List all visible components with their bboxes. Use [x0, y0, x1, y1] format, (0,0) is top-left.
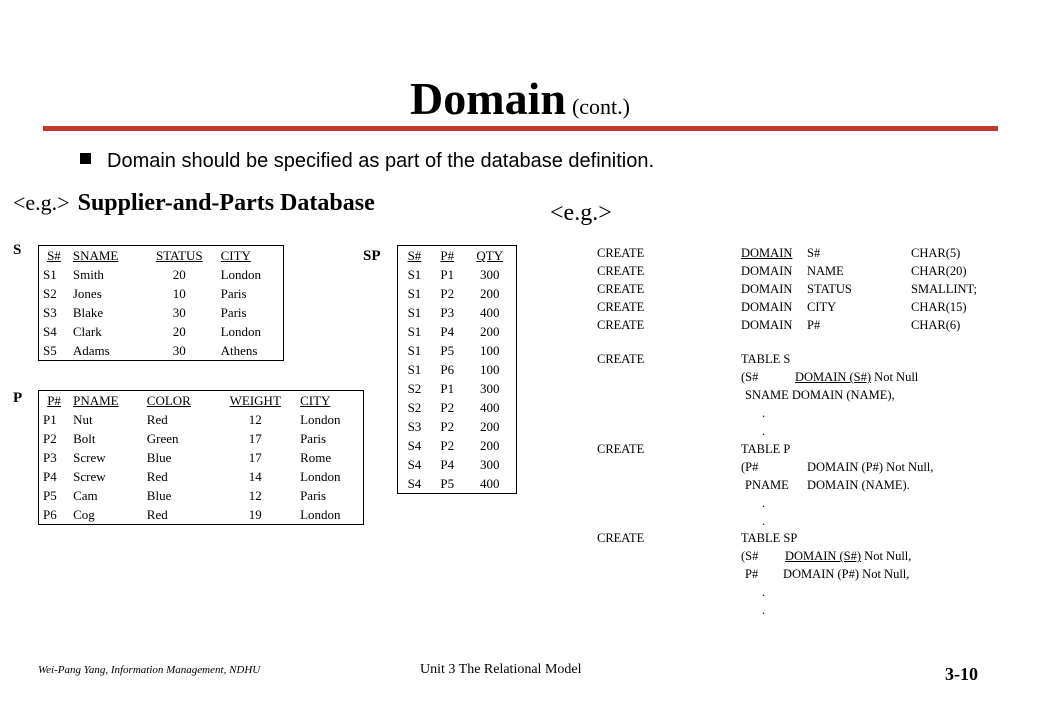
relation-table-s — [38, 245, 284, 361]
table-row — [39, 322, 284, 341]
ddl-object: DOMAIN — [741, 300, 793, 314]
ddl-keyword: CREATE — [597, 246, 645, 260]
table-cell: P2 — [440, 438, 455, 453]
table-cell: P4 — [440, 457, 455, 472]
ddl-create-table-s — [597, 350, 918, 440]
relation-table-sp — [397, 245, 517, 494]
relation-label-sp: SP — [363, 248, 381, 264]
table-row — [39, 284, 284, 303]
table-cell: S2 — [407, 400, 422, 415]
table-cell: 12 — [248, 488, 262, 503]
table-cell: P2 — [440, 419, 455, 434]
table-row — [398, 284, 517, 303]
table-cell: 17 — [248, 431, 262, 446]
table-header-row — [398, 246, 517, 266]
ddl-keyword: CREATE — [597, 300, 645, 314]
column-header: SNAME — [72, 248, 119, 263]
table-cell: 14 — [248, 469, 262, 484]
ddl-domain-name: CITY — [807, 300, 837, 314]
example-heading-left — [13, 190, 375, 217]
table-header-row — [39, 246, 284, 266]
table-cell: Screw — [73, 469, 106, 484]
table-cell: 100 — [480, 362, 500, 377]
table-cell: Paris — [220, 305, 247, 320]
table-cell: 200 — [480, 286, 500, 301]
table-row — [398, 303, 517, 322]
ddl-attr: (S# — [741, 549, 759, 563]
column-header: S# — [47, 248, 61, 263]
ddl-constraint: Not Null, — [864, 549, 912, 563]
ddl-constraint: Not Null, — [862, 567, 910, 581]
table-row — [39, 265, 284, 284]
table-cell: London — [220, 324, 262, 339]
ddl-keyword: CREATE — [597, 318, 645, 332]
table-cell: 300 — [480, 457, 500, 472]
ddl-type: CHAR(20) — [911, 264, 967, 278]
relation-table-p — [38, 390, 364, 525]
relation-label-p: P — [13, 390, 23, 406]
ddl-line: SNAME DOMAIN (NAME), — [745, 388, 895, 402]
table-cell: S1 — [407, 286, 422, 301]
table-cell: P4 — [43, 469, 57, 484]
table-cell: P3 — [440, 305, 455, 320]
ddl-keyword: CREATE — [597, 352, 645, 366]
ddl-domain-line — [597, 262, 977, 280]
table-cell: P6 — [440, 362, 455, 377]
table-cell: Blake — [72, 305, 104, 320]
ddl-keyword: CREATE — [597, 531, 645, 545]
ddl-keyword: CREATE — [597, 264, 645, 278]
table-cell: Blue — [146, 488, 172, 503]
ddl-type: CHAR(6) — [911, 318, 961, 332]
ddl-ellipsis: . — [762, 424, 766, 438]
bullet-text: Domain should be specified as part of the database definition. — [107, 150, 655, 172]
column-header: CITY — [300, 393, 331, 408]
square-bullet-icon — [80, 153, 91, 164]
ddl-ellipsis: . — [762, 406, 766, 420]
table-cell: P2 — [43, 431, 57, 446]
table-cell: Red — [146, 412, 168, 427]
table-cell: 200 — [480, 438, 500, 453]
table-cell: 300 — [480, 267, 500, 282]
table-cell: S3 — [407, 419, 422, 434]
example-heading-text: Supplier-and-Parts Database — [77, 190, 375, 216]
table-cell: P5 — [43, 488, 57, 503]
table-cell: S4 — [407, 476, 422, 491]
column-header: COLOR — [146, 393, 191, 408]
ddl-keyword: CREATE — [597, 442, 645, 456]
column-header: CITY — [220, 248, 251, 263]
ddl-type: CHAR(15) — [911, 300, 967, 314]
table-cell: P1 — [440, 267, 455, 282]
table-row — [398, 322, 517, 341]
table-row — [398, 265, 517, 284]
ddl-domain-name: NAME — [807, 264, 844, 278]
table-cell: P6 — [43, 507, 57, 522]
table-cell: P1 — [440, 381, 455, 396]
table-cell: S1 — [43, 267, 57, 282]
table-row — [39, 448, 364, 467]
table-cell: 400 — [480, 400, 500, 415]
ddl-domain-ref: DOMAIN (S#) — [795, 370, 872, 384]
table-cell: P2 — [440, 400, 455, 415]
bullet-point — [80, 150, 654, 173]
table-cell: Nut — [73, 412, 93, 427]
table-cell: S1 — [407, 362, 422, 377]
table-cell: P3 — [43, 450, 57, 465]
title-divider — [43, 126, 998, 131]
table-cell: S4 — [43, 324, 57, 339]
table-row — [398, 398, 517, 417]
table-cell: S4 — [407, 438, 422, 453]
table-cell: 20 — [172, 267, 186, 282]
table-cell: 300 — [480, 381, 500, 396]
ddl-ellipsis: . — [762, 585, 766, 599]
table-cell: S1 — [407, 324, 422, 339]
example-heading-right: <e.g.> — [550, 200, 612, 226]
ddl-object: DOMAIN — [741, 246, 793, 260]
table-cell: Screw — [73, 450, 106, 465]
ddl-domain-line — [597, 316, 977, 334]
table-cell: London — [300, 412, 341, 427]
table-cell: S1 — [407, 343, 422, 358]
table-cell: P1 — [43, 412, 57, 427]
table-cell: Blue — [146, 450, 172, 465]
table-cell: 19 — [248, 507, 262, 522]
ddl-create-table-p — [597, 440, 933, 530]
table-row — [39, 429, 364, 448]
table-cell: Smith — [72, 267, 104, 282]
table-row — [398, 474, 517, 494]
table-row — [398, 341, 517, 360]
ddl-domain-ref: DOMAIN (P#) — [783, 567, 860, 581]
ddl-domain-ref: DOMAIN (S#) — [785, 549, 862, 563]
ddl-type: CHAR(5) — [911, 246, 961, 260]
footer-author: Wei-Pang Yang, Information Management, NDHU — [38, 664, 261, 676]
table-cell: 100 — [480, 343, 500, 358]
table-cell: Cog — [73, 507, 95, 522]
table-cell: Paris — [220, 286, 247, 301]
table-cell: London — [220, 267, 262, 282]
table-cell: S2 — [407, 381, 422, 396]
slide-title-sub: (cont.) — [571, 94, 630, 119]
ddl-constraint: Not Null — [874, 370, 919, 384]
table-cell: London — [300, 469, 341, 484]
slide-title-main: Domain — [410, 73, 566, 124]
ddl-keyword: CREATE — [597, 282, 645, 296]
table-cell: 400 — [480, 476, 500, 491]
table-cell: Red — [146, 507, 168, 522]
table-cell: Paris — [300, 431, 327, 446]
example-tag-left: <e.g.> — [13, 190, 70, 215]
table-cell: S5 — [43, 343, 57, 358]
ddl-attr: PNAME — [745, 478, 789, 492]
ddl-ellipsis: . — [762, 514, 766, 528]
table-cell: Paris — [300, 488, 327, 503]
table-cell: Clark — [72, 324, 102, 339]
table-cell: S1 — [407, 267, 422, 282]
ddl-table-head: TABLE S — [741, 352, 791, 366]
column-header: WEIGHT — [229, 393, 281, 408]
ddl-object: DOMAIN — [741, 264, 793, 278]
ddl-table-head: TABLE P — [741, 442, 791, 456]
table-cell: 200 — [480, 324, 500, 339]
table-cell: P5 — [440, 343, 455, 358]
slide-title — [0, 72, 1040, 125]
table-row — [398, 360, 517, 379]
table-body — [39, 265, 284, 361]
ddl-create-domains — [597, 244, 977, 334]
ddl-domain-name: STATUS — [807, 282, 852, 296]
table-cell: 10 — [172, 286, 186, 301]
table-row — [39, 467, 364, 486]
table-row — [398, 455, 517, 474]
table-row — [39, 410, 364, 429]
table-cell: 30 — [172, 305, 186, 320]
table-cell: S4 — [407, 457, 422, 472]
table-row — [398, 379, 517, 398]
table-cell: S1 — [407, 305, 422, 320]
table-cell: Rome — [300, 450, 332, 465]
table-row — [39, 486, 364, 505]
table-cell: 17 — [248, 450, 262, 465]
column-header: P# — [440, 248, 455, 263]
table-cell: P5 — [440, 476, 455, 491]
ddl-domain-name: P# — [807, 318, 821, 332]
ddl-ellipsis: . — [762, 496, 766, 510]
table-cell: Adams — [72, 343, 110, 358]
ddl-object: DOMAIN — [741, 318, 793, 332]
table-body — [398, 265, 517, 494]
ddl-create-table-sp — [597, 529, 911, 619]
table-cell: Red — [146, 469, 168, 484]
table-header-row — [39, 391, 364, 411]
table-cell: P2 — [440, 286, 455, 301]
column-header: P# — [47, 393, 61, 408]
ddl-domain-line — [597, 244, 977, 262]
table-cell: 12 — [248, 412, 262, 427]
table-row — [398, 436, 517, 455]
column-header: QTY — [476, 248, 504, 263]
table-row — [39, 505, 364, 525]
table-cell: 20 — [172, 324, 186, 339]
table-cell: 400 — [480, 305, 500, 320]
table-cell: Jones — [72, 286, 102, 301]
ddl-attr: (S# — [741, 370, 759, 384]
table-row — [39, 303, 284, 322]
ddl-object: DOMAIN — [741, 282, 793, 296]
relation-label-s: S — [13, 242, 22, 258]
ddl-line: DOMAIN (NAME). — [807, 478, 910, 492]
table-cell: London — [300, 507, 341, 522]
ddl-attr: P# — [745, 567, 759, 581]
table-cell: P4 — [440, 324, 455, 339]
column-header: PNAME — [73, 393, 119, 408]
ddl-attr: (P# — [741, 460, 759, 474]
table-cell: 30 — [172, 343, 186, 358]
ddl-domain-name: S# — [807, 246, 821, 260]
ddl-ellipsis: . — [762, 603, 766, 617]
table-row — [39, 341, 284, 361]
table-cell: S2 — [43, 286, 57, 301]
table-cell: S3 — [43, 305, 57, 320]
table-cell: Athens — [220, 343, 258, 358]
ddl-domain-line — [597, 280, 977, 298]
ddl-type: SMALLINT; — [911, 282, 977, 296]
column-header: S# — [407, 248, 422, 263]
table-cell: Cam — [73, 488, 98, 503]
ddl-line: DOMAIN (P#) Not Null, — [807, 460, 934, 474]
table-cell: 200 — [480, 419, 500, 434]
column-header: STATUS — [155, 248, 203, 263]
table-cell: Bolt — [73, 431, 96, 446]
footer-unit: Unit 3 The Relational Model — [420, 662, 582, 677]
table-body — [39, 410, 364, 525]
table-cell: Green — [146, 431, 179, 446]
ddl-domain-line — [597, 298, 977, 316]
table-row — [398, 417, 517, 436]
footer-page-number: 3-10 — [945, 664, 978, 684]
ddl-table-head: TABLE SP — [741, 531, 798, 545]
